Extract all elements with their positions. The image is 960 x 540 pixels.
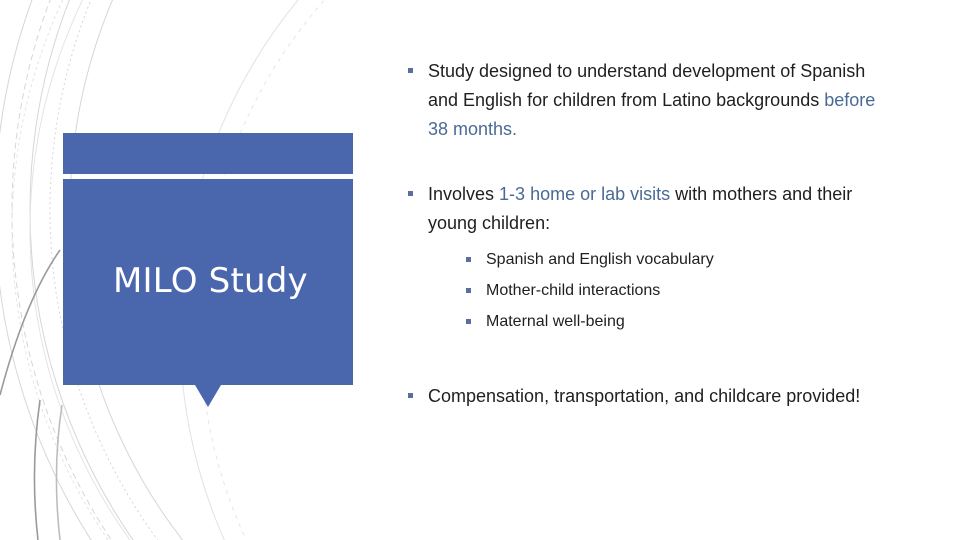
bullet-text: with mothers and their young children: [428, 184, 853, 233]
sub-bullet-marker [466, 288, 471, 293]
sub-bullet-text: Mother-child interactions [486, 282, 661, 299]
bullet-item [408, 382, 878, 411]
bullet-marker [408, 191, 413, 196]
sub-bullet-text: Maternal well-being [486, 313, 625, 330]
bullet-marker [408, 68, 413, 73]
bullet-text: Study designed to understand development of Spanish and English for children from Latino backgrounds [428, 61, 866, 110]
sub-bullet-list [428, 244, 878, 337]
slide-title: MILO Study [113, 261, 308, 301]
title-card-pointer [195, 385, 221, 407]
sub-bullet-item [466, 306, 878, 337]
bullet-highlight-text: 1-3 home or lab visits [499, 184, 671, 204]
title-accent-bar [63, 133, 353, 174]
sub-bullet-text: Spanish and English vocabulary [486, 251, 714, 268]
title-card [63, 179, 353, 385]
sub-bullet-item [466, 244, 878, 275]
slide-content [408, 57, 878, 411]
sub-bullet-marker [466, 319, 471, 324]
sub-bullet-item [466, 275, 878, 306]
bullet-item [408, 57, 878, 144]
bullet-text: Involves [428, 184, 500, 204]
bullet-highlight-text: before 38 months. [428, 90, 876, 139]
bullet-text: Compensation, transportation, and childcare provided! [428, 386, 861, 406]
bullet-marker [408, 393, 413, 398]
sub-bullet-marker [466, 257, 471, 262]
bullet-item [408, 180, 878, 337]
